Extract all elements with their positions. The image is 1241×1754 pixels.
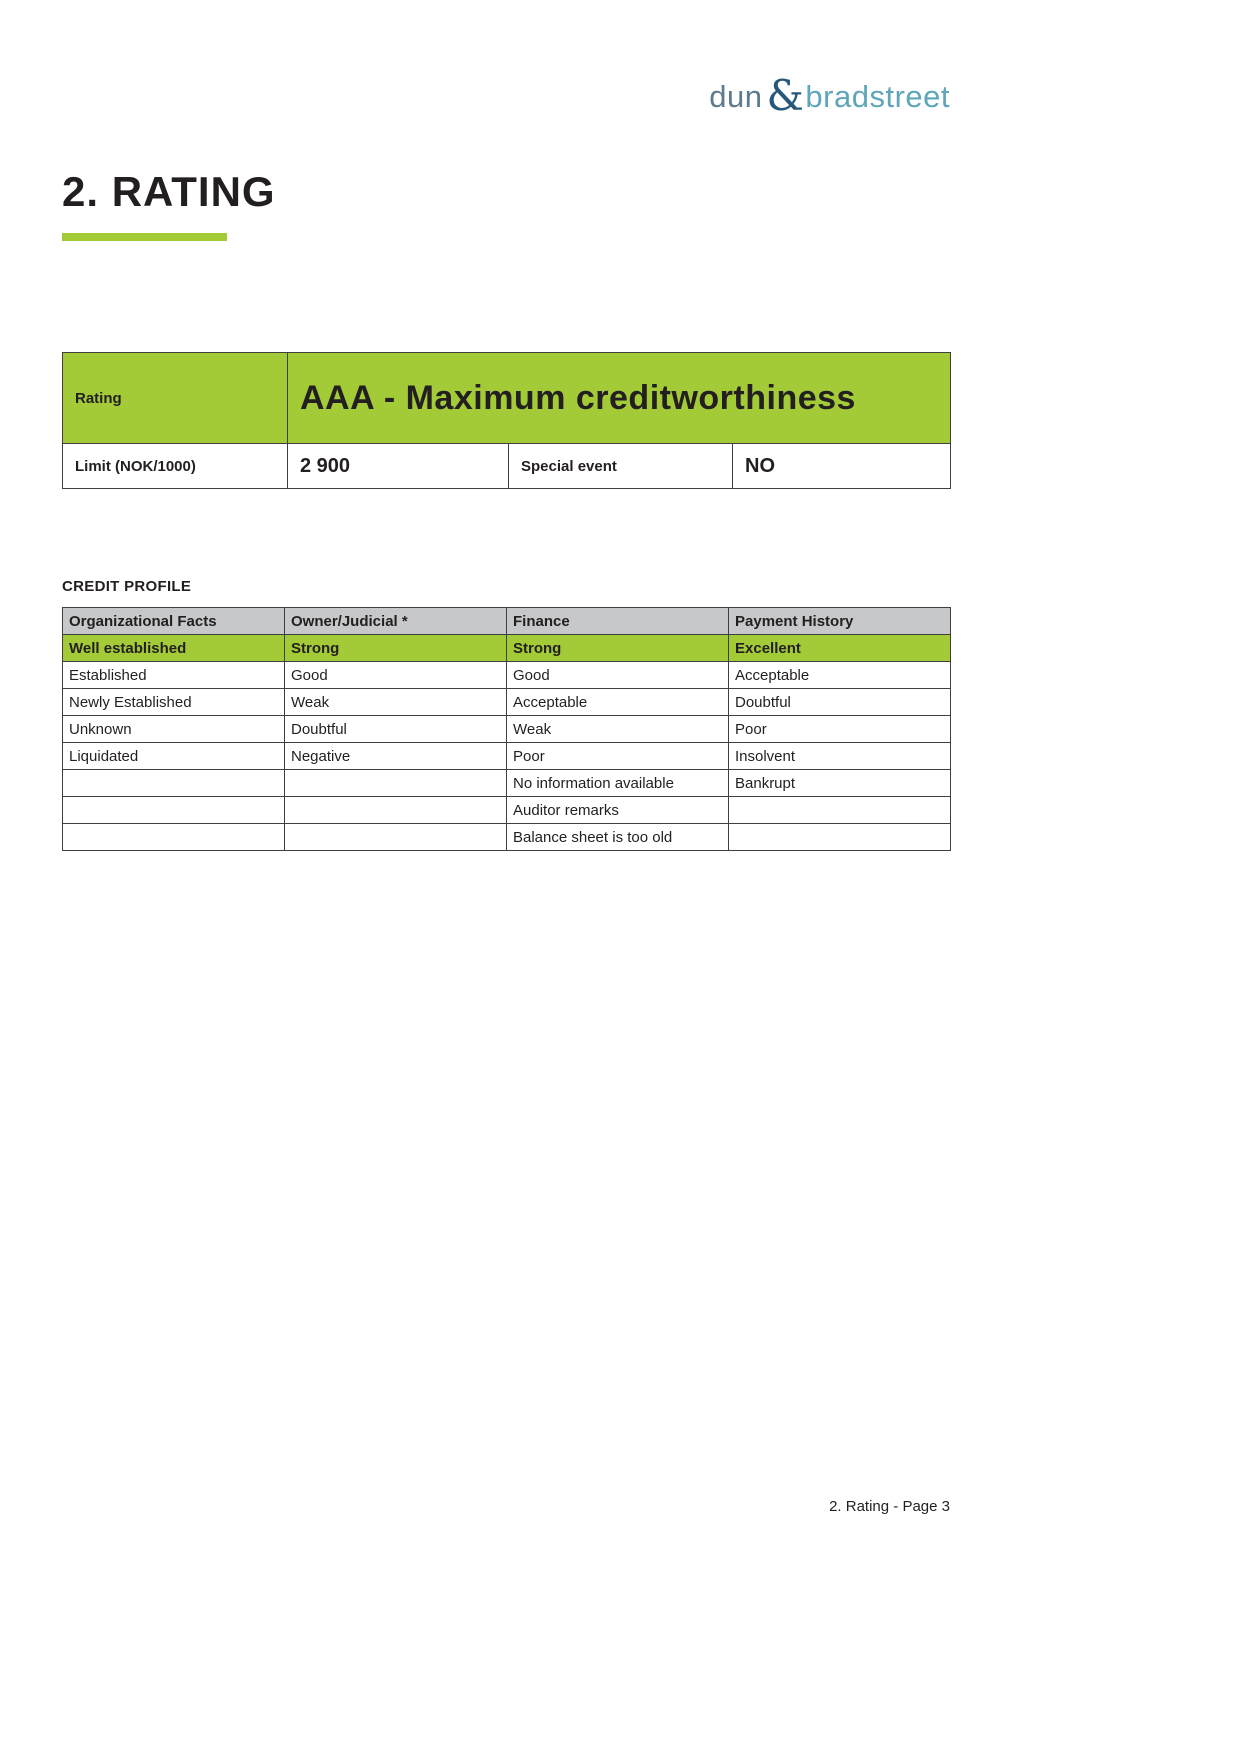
profile-cell: Poor xyxy=(507,743,729,770)
profile-cell: No information available xyxy=(507,770,729,797)
logo-text-dun: dun xyxy=(709,79,763,114)
dnb-logo xyxy=(709,68,950,120)
profile-cell xyxy=(285,770,507,797)
profile-highlight-row xyxy=(63,635,951,662)
limit-value: 2 900 xyxy=(288,444,509,489)
profile-cell: Good xyxy=(285,662,507,689)
profile-cell xyxy=(729,824,951,851)
credit-profile-title: CREDIT PROFILE xyxy=(62,578,192,595)
profile-column-header: Payment History xyxy=(729,608,951,635)
logo-ampersand-icon: & xyxy=(766,71,805,120)
page-footer: 2. Rating - Page 3 xyxy=(829,1498,950,1515)
limit-row xyxy=(63,444,951,489)
profile-column-header: Organizational Facts xyxy=(63,608,285,635)
rating-label: Rating xyxy=(63,353,288,444)
profile-row xyxy=(63,743,951,770)
profile-cell xyxy=(285,824,507,851)
profile-cell: Doubtful xyxy=(729,689,951,716)
profile-cell: Weak xyxy=(507,716,729,743)
limit-label: Limit (NOK/1000) xyxy=(63,444,288,489)
profile-cell: Well established xyxy=(63,635,285,662)
title-underline xyxy=(62,233,227,241)
profile-cell: Doubtful xyxy=(285,716,507,743)
profile-cell xyxy=(63,824,285,851)
profile-row xyxy=(63,797,951,824)
profile-cell: Good xyxy=(507,662,729,689)
page-title: 2. RATING xyxy=(62,168,276,215)
special-event-label: Special event xyxy=(509,444,733,489)
rating-row xyxy=(63,353,951,444)
profile-column-header: Owner/Judicial * xyxy=(285,608,507,635)
special-event-value: NO xyxy=(733,444,951,489)
rating-value: AAA - Maximum creditworthiness xyxy=(288,353,951,444)
profile-cell xyxy=(729,797,951,824)
credit-profile-table xyxy=(62,607,951,851)
profile-cell: Balance sheet is too old xyxy=(507,824,729,851)
profile-cell: Excellent xyxy=(729,635,951,662)
profile-row xyxy=(63,662,951,689)
profile-cell xyxy=(63,797,285,824)
profile-cell: Strong xyxy=(285,635,507,662)
profile-header-row xyxy=(63,608,951,635)
profile-cell: Poor xyxy=(729,716,951,743)
profile-cell: Strong xyxy=(507,635,729,662)
profile-cell: Acceptable xyxy=(507,689,729,716)
profile-cell: Bankrupt xyxy=(729,770,951,797)
profile-cell: Liquidated xyxy=(63,743,285,770)
profile-cell: Negative xyxy=(285,743,507,770)
rating-table xyxy=(62,352,951,489)
logo-text-bradstreet: bradstreet xyxy=(805,79,950,114)
profile-cell: Weak xyxy=(285,689,507,716)
profile-row xyxy=(63,716,951,743)
profile-cell: Unknown xyxy=(63,716,285,743)
profile-cell: Established xyxy=(63,662,285,689)
profile-row xyxy=(63,824,951,851)
profile-cell xyxy=(285,797,507,824)
profile-row xyxy=(63,770,951,797)
profile-cell xyxy=(63,770,285,797)
profile-cell: Auditor remarks xyxy=(507,797,729,824)
profile-cell: Insolvent xyxy=(729,743,951,770)
profile-column-header: Finance xyxy=(507,608,729,635)
profile-cell: Newly Established xyxy=(63,689,285,716)
profile-row xyxy=(63,689,951,716)
profile-cell: Acceptable xyxy=(729,662,951,689)
